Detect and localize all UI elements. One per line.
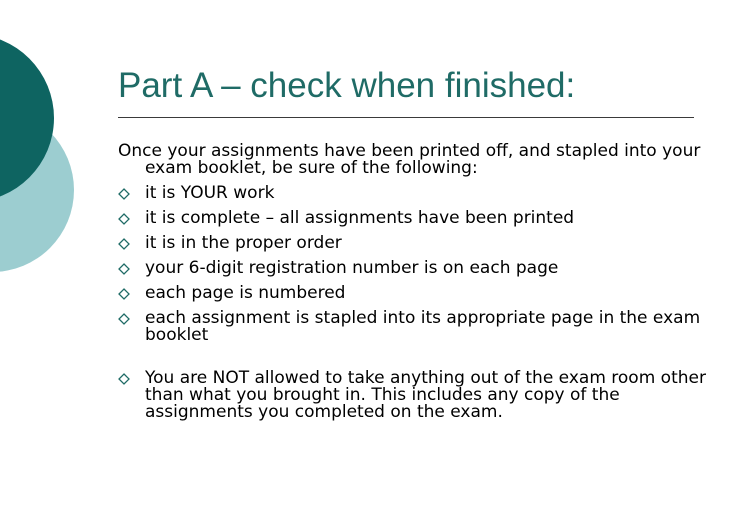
checklist-item: [118, 310, 708, 344]
hollow-diamond-bullet-icon: [118, 188, 130, 200]
checklist-item: [118, 235, 708, 252]
hollow-diamond-bullet-icon: [118, 263, 130, 275]
slide-title: Part A – check when finished:: [118, 66, 576, 105]
checklist-item-text: it is complete – all assignments have been printed: [145, 208, 575, 228]
checklist-item: [118, 260, 708, 277]
checklist-item: [118, 370, 708, 421]
hollow-diamond-bullet-icon: [118, 373, 130, 385]
checklist-item-text: each page is numbered: [145, 283, 346, 303]
hollow-diamond-bullet-icon: [118, 313, 130, 325]
checklist-item-text: it is YOUR work: [145, 183, 275, 203]
title-divider: [118, 117, 694, 118]
hollow-diamond-bullet-icon: [118, 213, 130, 225]
checklist-item-text: You are NOT allowed to take anything out of the exam room other than what you brought in. This includes any copy of the assignments you completed on the exam.: [145, 368, 706, 422]
checklist-item-text: your 6-digit registration number is on each page: [145, 258, 559, 278]
intro-text: Once your assignments have been printed off, and stapled into your exam booklet, be sure of the following:: [118, 141, 701, 178]
checklist: [118, 185, 708, 421]
checklist-item: [118, 210, 708, 227]
checklist-item-text: each assignment is stapled into its appropriate page in the exam booklet: [145, 308, 701, 345]
hollow-diamond-bullet-icon: [118, 238, 130, 250]
checklist-item: [118, 285, 708, 302]
decorative-circles: [0, 0, 80, 290]
hollow-diamond-bullet-icon: [118, 288, 130, 300]
slide-content: [118, 143, 708, 421]
checklist-item-text: it is in the proper order: [145, 233, 342, 253]
checklist-item: [118, 185, 708, 202]
